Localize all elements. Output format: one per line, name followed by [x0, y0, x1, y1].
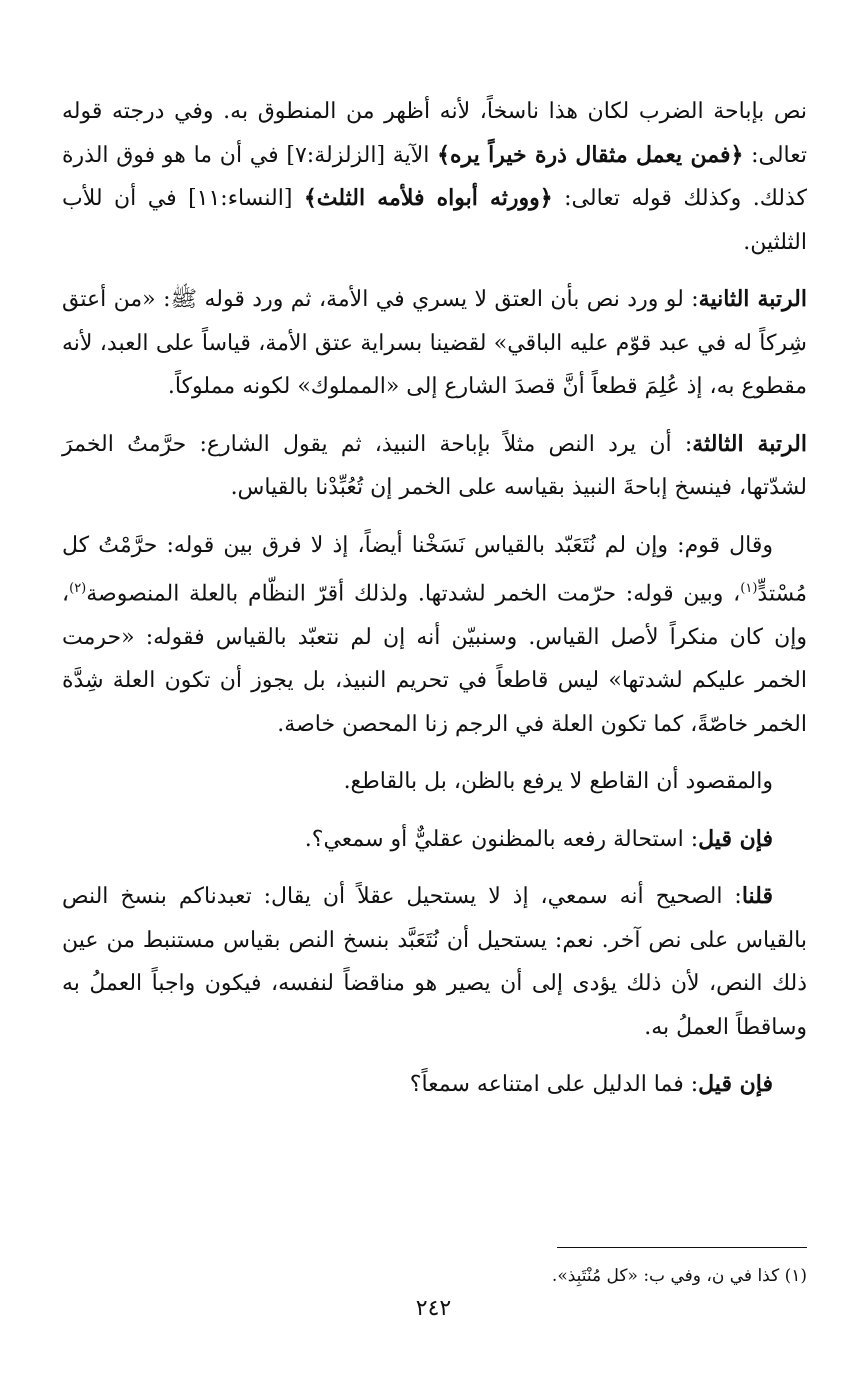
text-run: : لو ورد نص بأن العتق لا يسري في الأمة، ثم ورد قوله ﷺ: «من أعتق شِركاً له في عبد قوّم عليه الباقي» لقضينا بسراية عتق الأمة، قياساً على العبد، لأنه مقطوع به، إذ عُلِمَ قطعاً أنَّ قصدَ الشارع إلى «المملوك» لكونه مملوكاً. [62, 287, 807, 399]
paragraph [62, 524, 807, 747]
paragraph [62, 90, 807, 264]
heading-term: الرتبة الثالثة [692, 430, 807, 457]
text-run: والمقصود أن القاطع لا يرفع بالظن، بل بالقاطع. [343, 769, 773, 795]
heading-term: الرتبة الثانية [698, 286, 807, 312]
paragraph [62, 1063, 807, 1107]
paragraph [62, 423, 807, 510]
text-run: : استحالة رفعه بالمظنون عقليٌّ أو سمعي؟. [304, 826, 699, 852]
footnote-ref: (٢) [69, 581, 87, 596]
paragraph [62, 278, 807, 409]
text-run: ، وإن كان منكراً لأصل القياس. وسنبيّن أنه إن لم نتعبّد بالقياس فقوله: «حرمت الخمر عليكم لشدتها» ليس قاطعاً في تحريم النبيذ، بل يجوز أن تكون العلة شِدَّة الخمر خاصّةً، كما تكون العلة في الرجم زنا المحصن خاصة. [62, 581, 807, 737]
paragraph [62, 875, 807, 1049]
page-number: ٢٤٢ [415, 1296, 452, 1321]
text-run: [النساء:١١] في أن للأب الثلثين. [62, 186, 807, 255]
body-text [62, 90, 807, 1107]
text-run: ، وبين قوله: حرّمت الخمر لشدتها. ولذلك أقرّ النظّام بالعلة المنصوصة [86, 581, 741, 607]
heading-term: فإن قيل [698, 825, 773, 852]
paragraph [62, 760, 807, 804]
paragraph [62, 818, 807, 862]
text-run: : أن يرد النص مثلاً بإباحة النبيذ، ثم يقول الشارع: حرَّمتُ الخمرَ لشدّتها، فينسخ إباحةَ النبيذ بقياسه على الخمر إن تُعُبِّدْنا بالقياس. [62, 431, 807, 500]
text-run: : الصحيح أنه سمعي، إذ لا يستحيل عقلاً أن يقال: تعبدناكم بنسخ النص بالقياس على نص آخر. نعم: يستحيل أن نُتَعَبَّد بنسخ النص بقياس مستنبط من عين ذلك النص، لأن ذلك يؤدى إلى أن يصير هو مناقضاً لنفسه، فيكون واجباً العملُ به وساقطاً العملُ به. [62, 884, 807, 1040]
text-run: وقال قوم: وإن لم نُتَعَبّد بالقياس نَسَخْنا أيضاً، إذ لا فرق بين قوله: حرَّمْتُ كل مُسْتدٍّ [62, 532, 807, 607]
quran-quote: ﴿وورثه أبواه فلأمه الثلث﴾ [303, 185, 553, 211]
text-run: : فما الدليل على امتناعه سمعاً؟ [409, 1072, 699, 1098]
footnote-ref: (١) [740, 581, 758, 596]
quran-quote: ﴿فمن يعمل مثقال ذرة خيراً يره﴾ [437, 141, 744, 168]
heading-term: قلنا [741, 883, 773, 910]
text-run: الآية [الزلزلة:٧] في أن ما هو فوق الذرة كذلك. وكذلك قوله تعالى: [62, 142, 807, 211]
footnote-divider [557, 1247, 807, 1248]
text-run: نص بإباحة الضرب لكان هذا ناسخاً، لأنه أظهر من المنطوق به. وفي درجته قوله تعالى: [62, 99, 807, 168]
heading-term: فإن قيل [698, 1071, 773, 1098]
footnote: (١) كذا في ن، وفي ب: «كل مُنْتَبِذ». [551, 1266, 807, 1286]
